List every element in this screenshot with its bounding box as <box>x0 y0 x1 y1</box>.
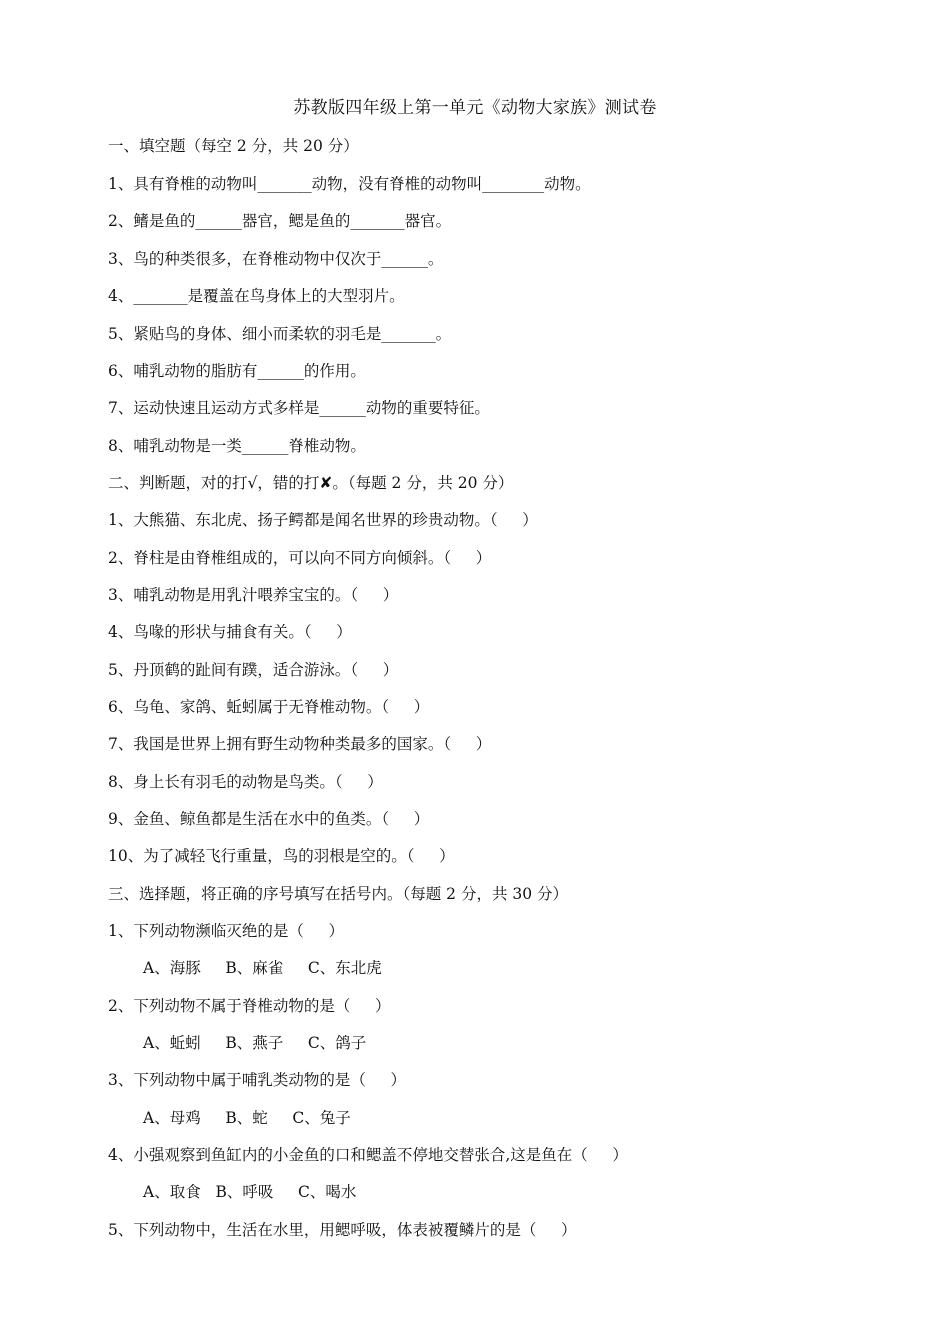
fill-question: 3、鸟的种类很多，在脊椎动物中仅次于______。 <box>108 250 444 268</box>
fill-question: 8、哺乳动物是一类______脊椎动物。 <box>108 437 366 455</box>
judge-question: 9、金鱼、鲸鱼都是生活在水中的鱼类。（ ） <box>108 810 430 828</box>
choice-options: A、蚯蚓 B、燕子 C、鸽子 <box>143 1034 367 1052</box>
section-heading-judge: 二、判断题，对的打√，错的打✘。（每题 2 分，共 20 分） <box>108 474 514 492</box>
judge-question: 1、大熊猫、东北虎、扬子鳄都是闻名世界的珍贵动物。（ ） <box>108 511 538 529</box>
judge-question: 5、丹顶鹤的趾间有蹼，适合游泳。（ ） <box>108 661 399 679</box>
judge-question: 7、我国是世界上拥有野生动物种类最多的国家。（ ） <box>108 735 492 753</box>
fill-question: 6、哺乳动物的脂肪有______的作用。 <box>108 362 366 380</box>
section-heading-choice: 三、选择题，将正确的序号填写在括号内。（每题 2 分，共 30 分） <box>108 885 569 903</box>
judge-question: 6、乌龟、家鸽、蚯蚓属于无脊椎动物。（ ） <box>108 698 430 716</box>
judge-question: 3、哺乳动物是用乳汁喂养宝宝的。（ ） <box>108 586 399 604</box>
choice-options: A、取食 B、呼吸 C、喝水 <box>143 1183 357 1201</box>
choice-question: 3、下列动物中属于哺乳类动物的是（ ） <box>108 1071 406 1089</box>
fill-question: 5、紧贴鸟的身体、细小而柔软的羽毛是_______。 <box>108 325 452 343</box>
fill-question: 7、运动快速且运动方式多样是______动物的重要特征。 <box>108 399 490 417</box>
fill-question: 1、具有脊椎的动物叫_______动物，没有脊椎的动物叫________动物。 <box>108 175 591 193</box>
fill-question: 2、鳍是鱼的______器官，鳃是鱼的_______器官。 <box>108 212 452 230</box>
choice-question: 1、下列动物濒临灭绝的是（ ） <box>108 922 344 940</box>
choice-question: 5、下列动物中，生活在水里，用鳃呼吸，体表被覆鳞片的是（ ） <box>108 1221 577 1239</box>
page-title: 苏教版四年级上第一单元《动物大家族》测试卷 <box>293 98 657 118</box>
section-heading-fill: 一、填空题（每空 2 分，共 20 分） <box>108 137 359 155</box>
choice-options: A、海豚 B、麻雀 C、东北虎 <box>143 959 382 977</box>
fill-question: 4、_______是覆盖在鸟身体上的大型羽片。 <box>108 287 405 305</box>
judge-question: 2、脊柱是由脊椎组成的，可以向不同方向倾斜。（ ） <box>108 549 492 567</box>
judge-question: 4、鸟喙的形状与捕食有关。（ ） <box>108 623 352 641</box>
choice-question: 4、小强观察到鱼缸内的小金鱼的口和鳃盖不停地交替张合,这是鱼在（ ） <box>108 1146 628 1164</box>
choice-options: A、母鸡 B、蛇 C、兔子 <box>143 1109 351 1127</box>
choice-question: 2、下列动物不属于脊椎动物的是（ ） <box>108 997 391 1015</box>
judge-question: 8、身上长有羽毛的动物是鸟类。（ ） <box>108 773 383 791</box>
judge-question: 10、为了减轻飞行重量，鸟的羽根是空的。（ ） <box>108 847 455 865</box>
